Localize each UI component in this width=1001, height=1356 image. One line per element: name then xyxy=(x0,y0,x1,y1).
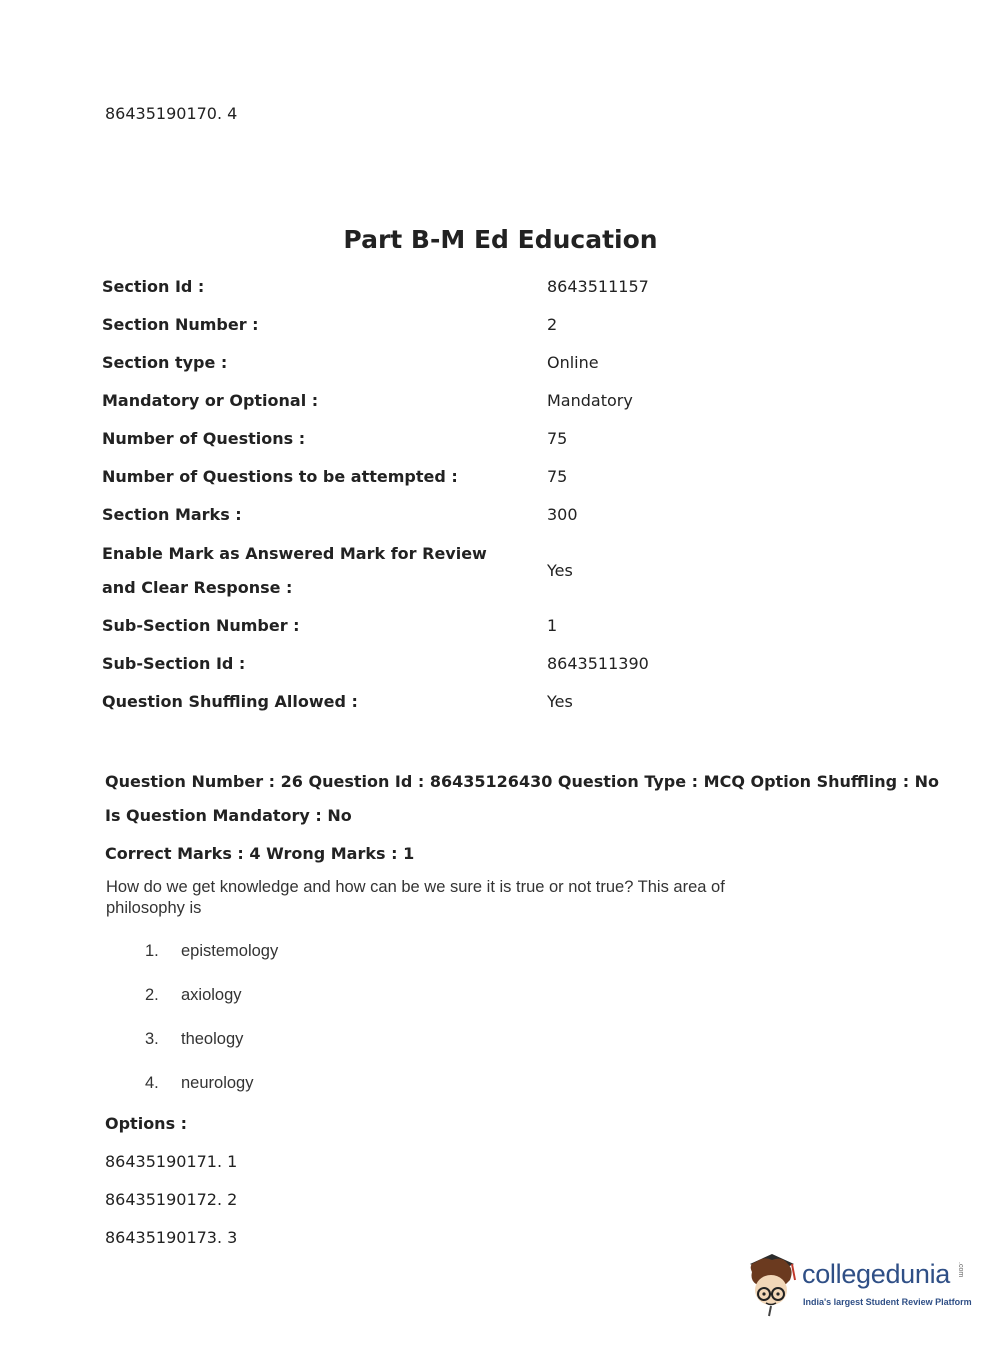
sub-section-id-label: Sub-Section Id : xyxy=(102,654,246,673)
question-shuffling-label: Question Shuffling Allowed : xyxy=(102,692,358,711)
options-label: Options : xyxy=(105,1114,188,1133)
previous-option-line: 86435190170. 4 xyxy=(105,104,238,123)
number-of-questions-value: 75 xyxy=(547,429,568,448)
choice-text: axiology xyxy=(181,986,242,1004)
number-of-questions-label: Number of Questions : xyxy=(102,429,306,448)
option-line: 86435190171. 1 xyxy=(105,1152,238,1171)
enable-mark-review-label: Enable Mark as Answered Mark for Review and Clear Response : xyxy=(102,544,487,597)
mandatory-optional-label: Mandatory or Optional : xyxy=(102,391,319,410)
choice-number: 3. xyxy=(145,1030,159,1048)
brand-domain: .com xyxy=(957,1262,964,1278)
choice-number: 1. xyxy=(145,942,159,960)
option-line: 86435190173. 3 xyxy=(105,1228,238,1247)
question-text: How do we get knowledge and how can be we sure it is true or not true? This area of philosophy is xyxy=(106,878,725,917)
mandatory-optional-value: Mandatory xyxy=(547,391,633,410)
section-id-label: Section Id : xyxy=(102,277,205,296)
student-mascot-icon xyxy=(742,1250,802,1320)
part-title: Part B-M Ed Education xyxy=(343,225,658,254)
choice-text: epistemology xyxy=(181,942,279,960)
sub-section-number-label: Sub-Section Number : xyxy=(102,616,300,635)
choice-number: 4. xyxy=(145,1074,159,1092)
question-marks: Correct Marks : 4 Wrong Marks : 1 xyxy=(105,844,415,863)
section-marks-value: 300 xyxy=(547,505,578,524)
sub-section-number-value: 1 xyxy=(547,616,558,635)
section-marks-label: Section Marks : xyxy=(102,505,242,524)
enable-mark-review-value: Yes xyxy=(547,561,573,580)
question-mandatory: Is Question Mandatory : No xyxy=(105,806,352,825)
sub-section-id-value: 8643511390 xyxy=(547,654,649,673)
questions-to-attempt-label: Number of Questions to be attempted : xyxy=(102,467,458,486)
choice-number: 2. xyxy=(145,986,159,1004)
question-header: Question Number : 26 Question Id : 86435126430 Question Type : MCQ Option Shuffling : No xyxy=(105,772,940,791)
brand-name: collegedunia xyxy=(802,1259,951,1289)
choice-text: neurology xyxy=(181,1074,254,1092)
question-shuffling-value: Yes xyxy=(547,692,573,711)
option-line: 86435190172. 2 xyxy=(105,1190,238,1209)
section-number-label: Section Number : xyxy=(102,315,259,334)
section-number-value: 2 xyxy=(547,315,558,334)
section-type-value: Online xyxy=(547,353,599,372)
section-type-label: Section type : xyxy=(102,353,228,372)
questions-to-attempt-value: 75 xyxy=(547,467,568,486)
brand-tagline: India's largest Student Review Platform xyxy=(803,1297,972,1307)
choice-text: theology xyxy=(181,1030,244,1048)
section-id-value: 8643511157 xyxy=(547,277,649,296)
